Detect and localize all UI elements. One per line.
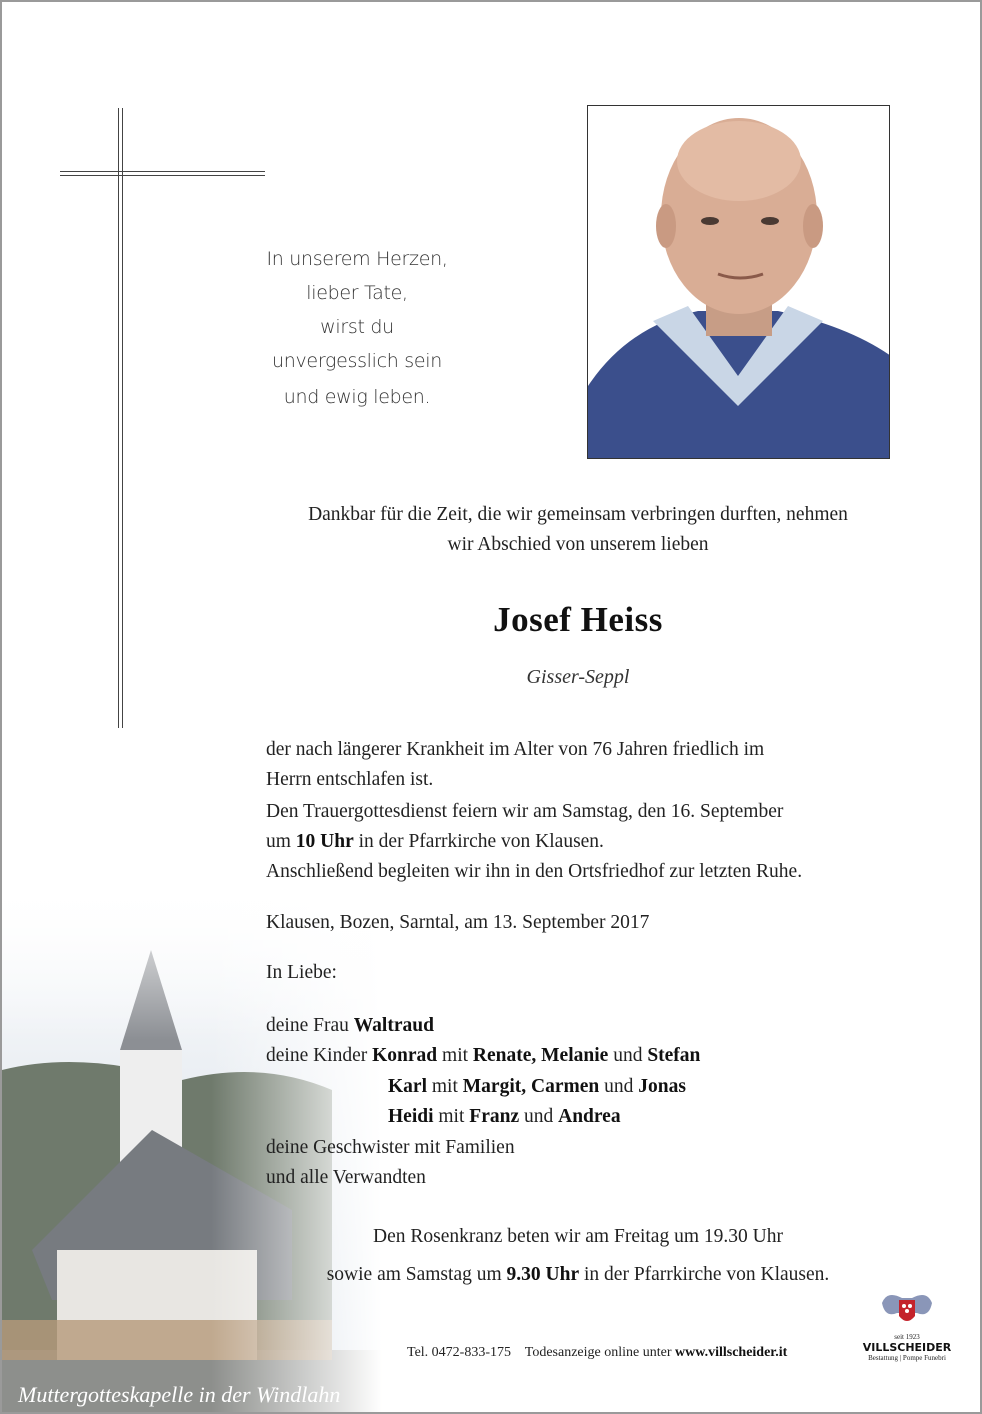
bold-text: Margit, Carmen (462, 1076, 600, 1097)
coat-of-arms-icon (877, 1288, 937, 1328)
family-line (388, 1104, 621, 1130)
text: deine Geschwister mit Familien (266, 1137, 515, 1158)
poem-line: unvergesslich sein (272, 350, 442, 372)
family-line (266, 1043, 700, 1069)
body-line (266, 829, 604, 855)
text: in der Pfarrkirche von Klausen. (579, 1264, 830, 1285)
bold-text: 10 Uhr (295, 831, 354, 852)
portrait-photo (587, 105, 890, 459)
text: Anschließend begleiten wir ihn in den Ortsfriedhof zur letzten Ruhe. (266, 861, 803, 882)
online-label: Todesanzeige online unter (524, 1345, 676, 1360)
footer (407, 1340, 787, 1366)
image-caption: Muttergotteskapelle in der Windlahn (18, 1382, 341, 1407)
text: und (608, 1045, 648, 1066)
poem-line: lieber Tate, (306, 282, 408, 304)
bold-text: Renate, Melanie (472, 1045, 609, 1066)
text: sowie am Samstag um (326, 1264, 507, 1285)
family-line (266, 1013, 434, 1039)
website-link[interactable]: www.villscheider.it (675, 1345, 788, 1360)
bold-text: Andrea (558, 1106, 621, 1127)
logo-tagline: Bestattung | Pompe Funebri (868, 1354, 946, 1362)
text: deine Frau (266, 1015, 354, 1036)
text: und (599, 1076, 639, 1097)
in-love-label: In Liebe: (266, 962, 337, 983)
deceased-name: Josef Heiss (493, 600, 663, 639)
rosary-line (228, 1224, 928, 1250)
funeral-home-logo (852, 1288, 962, 1362)
body-line (266, 799, 783, 825)
rosary-line (228, 1262, 928, 1288)
text: und (519, 1106, 559, 1127)
phone: Tel. 0472-833-175 (407, 1345, 512, 1360)
body-line (266, 737, 764, 763)
place-date: Klausen, Bozen, Sarntal, am 13. September 2017 (266, 912, 650, 933)
text: mit (437, 1045, 473, 1066)
nickname: Gisser-Seppl (526, 666, 630, 688)
logo-since: seit 1923 (894, 1333, 920, 1341)
text: mit (433, 1106, 470, 1127)
logo-brand: VILLSCHEIDER (862, 1341, 952, 1354)
text: deine Kinder (266, 1045, 373, 1066)
bold-text: Franz (469, 1106, 520, 1127)
text: und alle Verwandten (266, 1167, 426, 1188)
intro-line: wir Abschied von unserem lieben (447, 534, 709, 555)
poem-line: In unserem Herzen, (266, 248, 448, 270)
family-line (266, 1135, 515, 1161)
text: um (266, 831, 296, 852)
text: mit (427, 1076, 463, 1097)
body-line (266, 767, 433, 793)
bold-text: Stefan (647, 1045, 701, 1066)
text: Den Trauergottesdienst feiern wir am Samstag, den 16. September (266, 801, 784, 822)
bold-text: Jonas (638, 1076, 686, 1097)
intro-line: Dankbar für die Zeit, die wir gemeinsam verbringen durften, nehmen (308, 504, 848, 525)
text: Herrn entschlafen ist. (266, 769, 434, 790)
bold-text: 9.30 Uhr (506, 1264, 580, 1285)
bold-text: Waltraud (353, 1015, 434, 1036)
text: Den Rosenkranz beten wir am Freitag um 19.30 Uhr (373, 1226, 783, 1247)
body-line (266, 859, 802, 885)
poem-line: und ewig leben. (283, 386, 431, 408)
family-line (266, 1165, 426, 1191)
bold-text: Konrad (372, 1045, 438, 1066)
family-line (388, 1074, 686, 1100)
bold-text: Heidi (388, 1106, 434, 1127)
text: der nach längerer Krankheit im Alter von 76 Jahren friedlich im (266, 739, 765, 760)
bold-text: Karl (388, 1076, 427, 1097)
poem-line: wirst du (320, 316, 394, 338)
text: in der Pfarrkirche von Klausen. (353, 831, 604, 852)
